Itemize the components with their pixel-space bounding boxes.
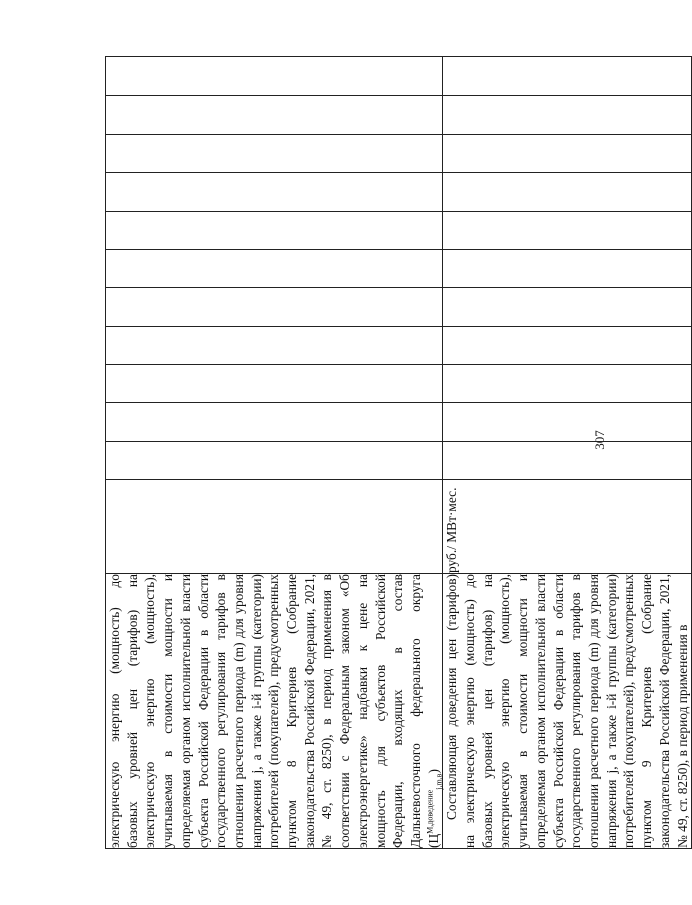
row-1-value-cell-10 bbox=[106, 95, 443, 134]
row-1-value-cell-1 bbox=[106, 441, 443, 479]
row-2-value-cell-9 bbox=[443, 134, 692, 172]
row-1-value-cell-3 bbox=[106, 365, 443, 403]
row-1-description: электрическую энергию (мощность) до базовых уровней цен (тарифов) на электрическую энергию (мощность), учитываемая в стоимости мощности и определяемая органом исполнительной власти субъекта Российской Федерации в области государственного регулирования тарифов в отношении расчетного периода (m) для уровня напряжения j, а также i-й группы (категории) потребителей (покупателей), предусмотренных пунктом 8 Критериев (Собрание законодательства Российской Федерации, 2021, № 49, ст. 8250), в период применения в соответствии с Федеральным законом «Об электроэнергетике» надбавки к цене на мощность для субъектов Российской Федерации, входящих в состав Дальневосточного федерального округа $(Ц^{M,доведение}_{j,m,в})$ bbox=[107, 574, 444, 848]
row-1-value-cell-2 bbox=[106, 403, 443, 441]
row-2-description: Составляющая доведения цен (тарифов) на электрическую энергию (мощность) до базовых уровней цен (тарифов) на электрическую энергию (мощность), учитываемая в стоимости мощности и определяемая органом исполнительной власти субъекта Российской Федерации в области государственного регулирования тарифов в отношении расчетного периода (m) для уровня напряжения j, а также i-й группы (категории) потребителей (покупателей), предусмотренных пунктом 9 Критериев (Собрание законодательства Российской Федерации, 2021, № 49, ст. 8250), в период применения в bbox=[444, 574, 690, 848]
row-2-value-cell-4 bbox=[443, 326, 692, 364]
row-2-unit-cell: руб./ МВт·мес. bbox=[443, 480, 692, 574]
row-1-description-cell bbox=[106, 574, 443, 849]
row-2-value-cell-7 bbox=[443, 211, 692, 249]
row-2-value-cell-6 bbox=[443, 250, 692, 288]
row-2-value-cell-11 bbox=[443, 57, 692, 96]
page-number: 307 bbox=[592, 430, 607, 450]
row-2-value-cell-5 bbox=[443, 288, 692, 326]
row-2-value-cell-10 bbox=[443, 95, 692, 134]
row-1-value-cell-4 bbox=[106, 326, 443, 364]
row-2-value-cell-3 bbox=[443, 365, 692, 403]
row-2-value-cell-2 bbox=[443, 403, 692, 441]
formula-subscript: j,m,в bbox=[434, 773, 444, 790]
row-1-value-cell-6 bbox=[106, 250, 443, 288]
row-1-value-cell-5 bbox=[106, 288, 443, 326]
row-1-value-cell-8 bbox=[106, 173, 443, 211]
row-1-unit-cell bbox=[106, 480, 443, 574]
tariff-table bbox=[105, 56, 692, 849]
row-2-value-cell-1 bbox=[443, 441, 692, 479]
row-2-description-cell bbox=[443, 574, 692, 849]
table-row bbox=[106, 57, 443, 849]
row-1-value-cell-7 bbox=[106, 211, 443, 249]
table-row bbox=[443, 57, 692, 849]
formula-superscript: M,доведение bbox=[425, 789, 435, 834]
row-2-value-cell-8 bbox=[443, 173, 692, 211]
row-1-value-cell-9 bbox=[106, 134, 443, 172]
row-1-value-cell-11 bbox=[106, 57, 443, 96]
